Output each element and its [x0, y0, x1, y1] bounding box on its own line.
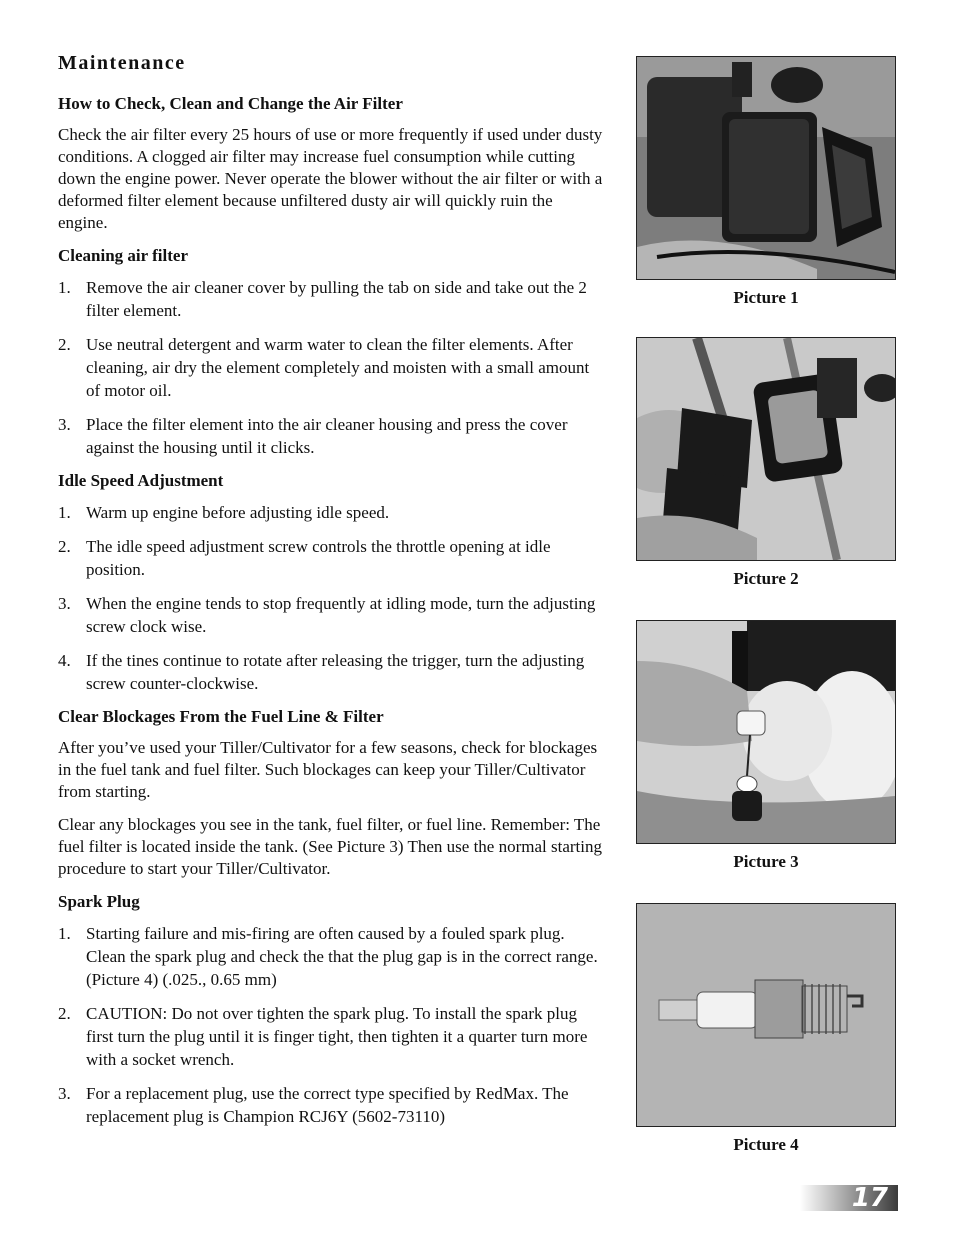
spark-heading: Spark Plug — [58, 892, 140, 911]
idle-steps — [58, 501, 606, 695]
page-number-badge — [800, 1185, 898, 1211]
air-filter-intro: Check the air filter every 25 hours of use or more frequently if used under dusty conditions. A clogged air filter may increase fuel consumption while cutting down the engine power. Never operate the blower without the air filter or with a deformed filter element because unfiltered dusty air will quickly ruin the engine. — [58, 125, 603, 232]
fuel-heading: Clear Blockages From the Fuel Line & Filter — [58, 707, 384, 726]
list-item: 1. Warm up engine before adjusting idle speed. — [58, 503, 390, 522]
cleaning-steps — [58, 276, 606, 459]
air-filter-heading: How to Check, Clean and Change the Air Filter — [58, 94, 403, 113]
page-number: 17 — [851, 1183, 888, 1213]
list-item: 1. Remove the air cleaner cover by pulling the tab on side and take out the 2 filter element. — [58, 278, 587, 320]
figure-picture-2 — [636, 337, 896, 589]
main-text-column — [58, 52, 606, 1139]
list-item: 2. Use neutral detergent and warm water to clean the filter elements. After cleaning, air dry the element completely and moisten with a small amount of motor oil. — [58, 335, 590, 400]
fuel-filter-photo — [636, 620, 896, 844]
section-title: Maintenance — [58, 52, 186, 74]
spark-plug-photo — [636, 903, 896, 1127]
list-item: 3. For a replacement plug, use the correct type specified by RedMax. The replacement plug is Champion RCJ6Y (5602-73110) — [58, 1084, 569, 1126]
list-item: 3. When the engine tends to stop frequently at idling mode, turn the adjusting screw clock wise. — [58, 594, 596, 636]
spark-steps — [58, 922, 606, 1128]
list-item: 4. If the tines continue to rotate after releasing the trigger, turn the adjusting screw counter-clockwise. — [58, 651, 585, 693]
cleaning-heading: Cleaning air filter — [58, 246, 188, 265]
air-filter-housing-photo — [636, 56, 896, 280]
picture-2-caption: Picture 2 — [733, 569, 799, 588]
list-item: 2. The idle speed adjustment screw controls the throttle opening at idle position. — [58, 537, 551, 579]
list-item: 1. Starting failure and mis-firing are often caused by a fouled spark plug. Clean the spark plug and check the that the plug gap is in the correct range. (Picture 4) (.025., 0.65 mm) — [58, 924, 598, 989]
figure-picture-1 — [636, 56, 896, 308]
figure-picture-3 — [636, 620, 896, 872]
idle-heading: Idle Speed Adjustment — [58, 471, 224, 490]
list-item: 2. CAUTION: Do not over tighten the spark plug. To install the spark plug first turn the plug until it is finger tight, then tighten it a quarter turn more with a socket wrench. — [58, 1004, 588, 1069]
fuel-para-2: Clear any blockages you see in the tank, fuel filter, or fuel line. Remember: The fuel filter is located inside the tank. (See Picture 3) Then use the normal starting procedure to start your Tiller/Cultivator. — [58, 815, 602, 878]
list-item: 3. Place the filter element into the air cleaner housing and press the cover against the housing until it clicks. — [58, 415, 568, 457]
picture-1-caption: Picture 1 — [733, 288, 799, 307]
picture-3-caption: Picture 3 — [733, 852, 799, 871]
figure-picture-4 — [636, 903, 896, 1155]
fuel-para-1: After you’ve used your Tiller/Cultivator for a few seasons, check for blockages in the fuel tank and fuel filter. Such blockages can keep your Tiller/Cultivator from starting. — [58, 738, 598, 801]
picture-4-caption: Picture 4 — [733, 1135, 799, 1154]
filter-element-photo — [636, 337, 896, 561]
